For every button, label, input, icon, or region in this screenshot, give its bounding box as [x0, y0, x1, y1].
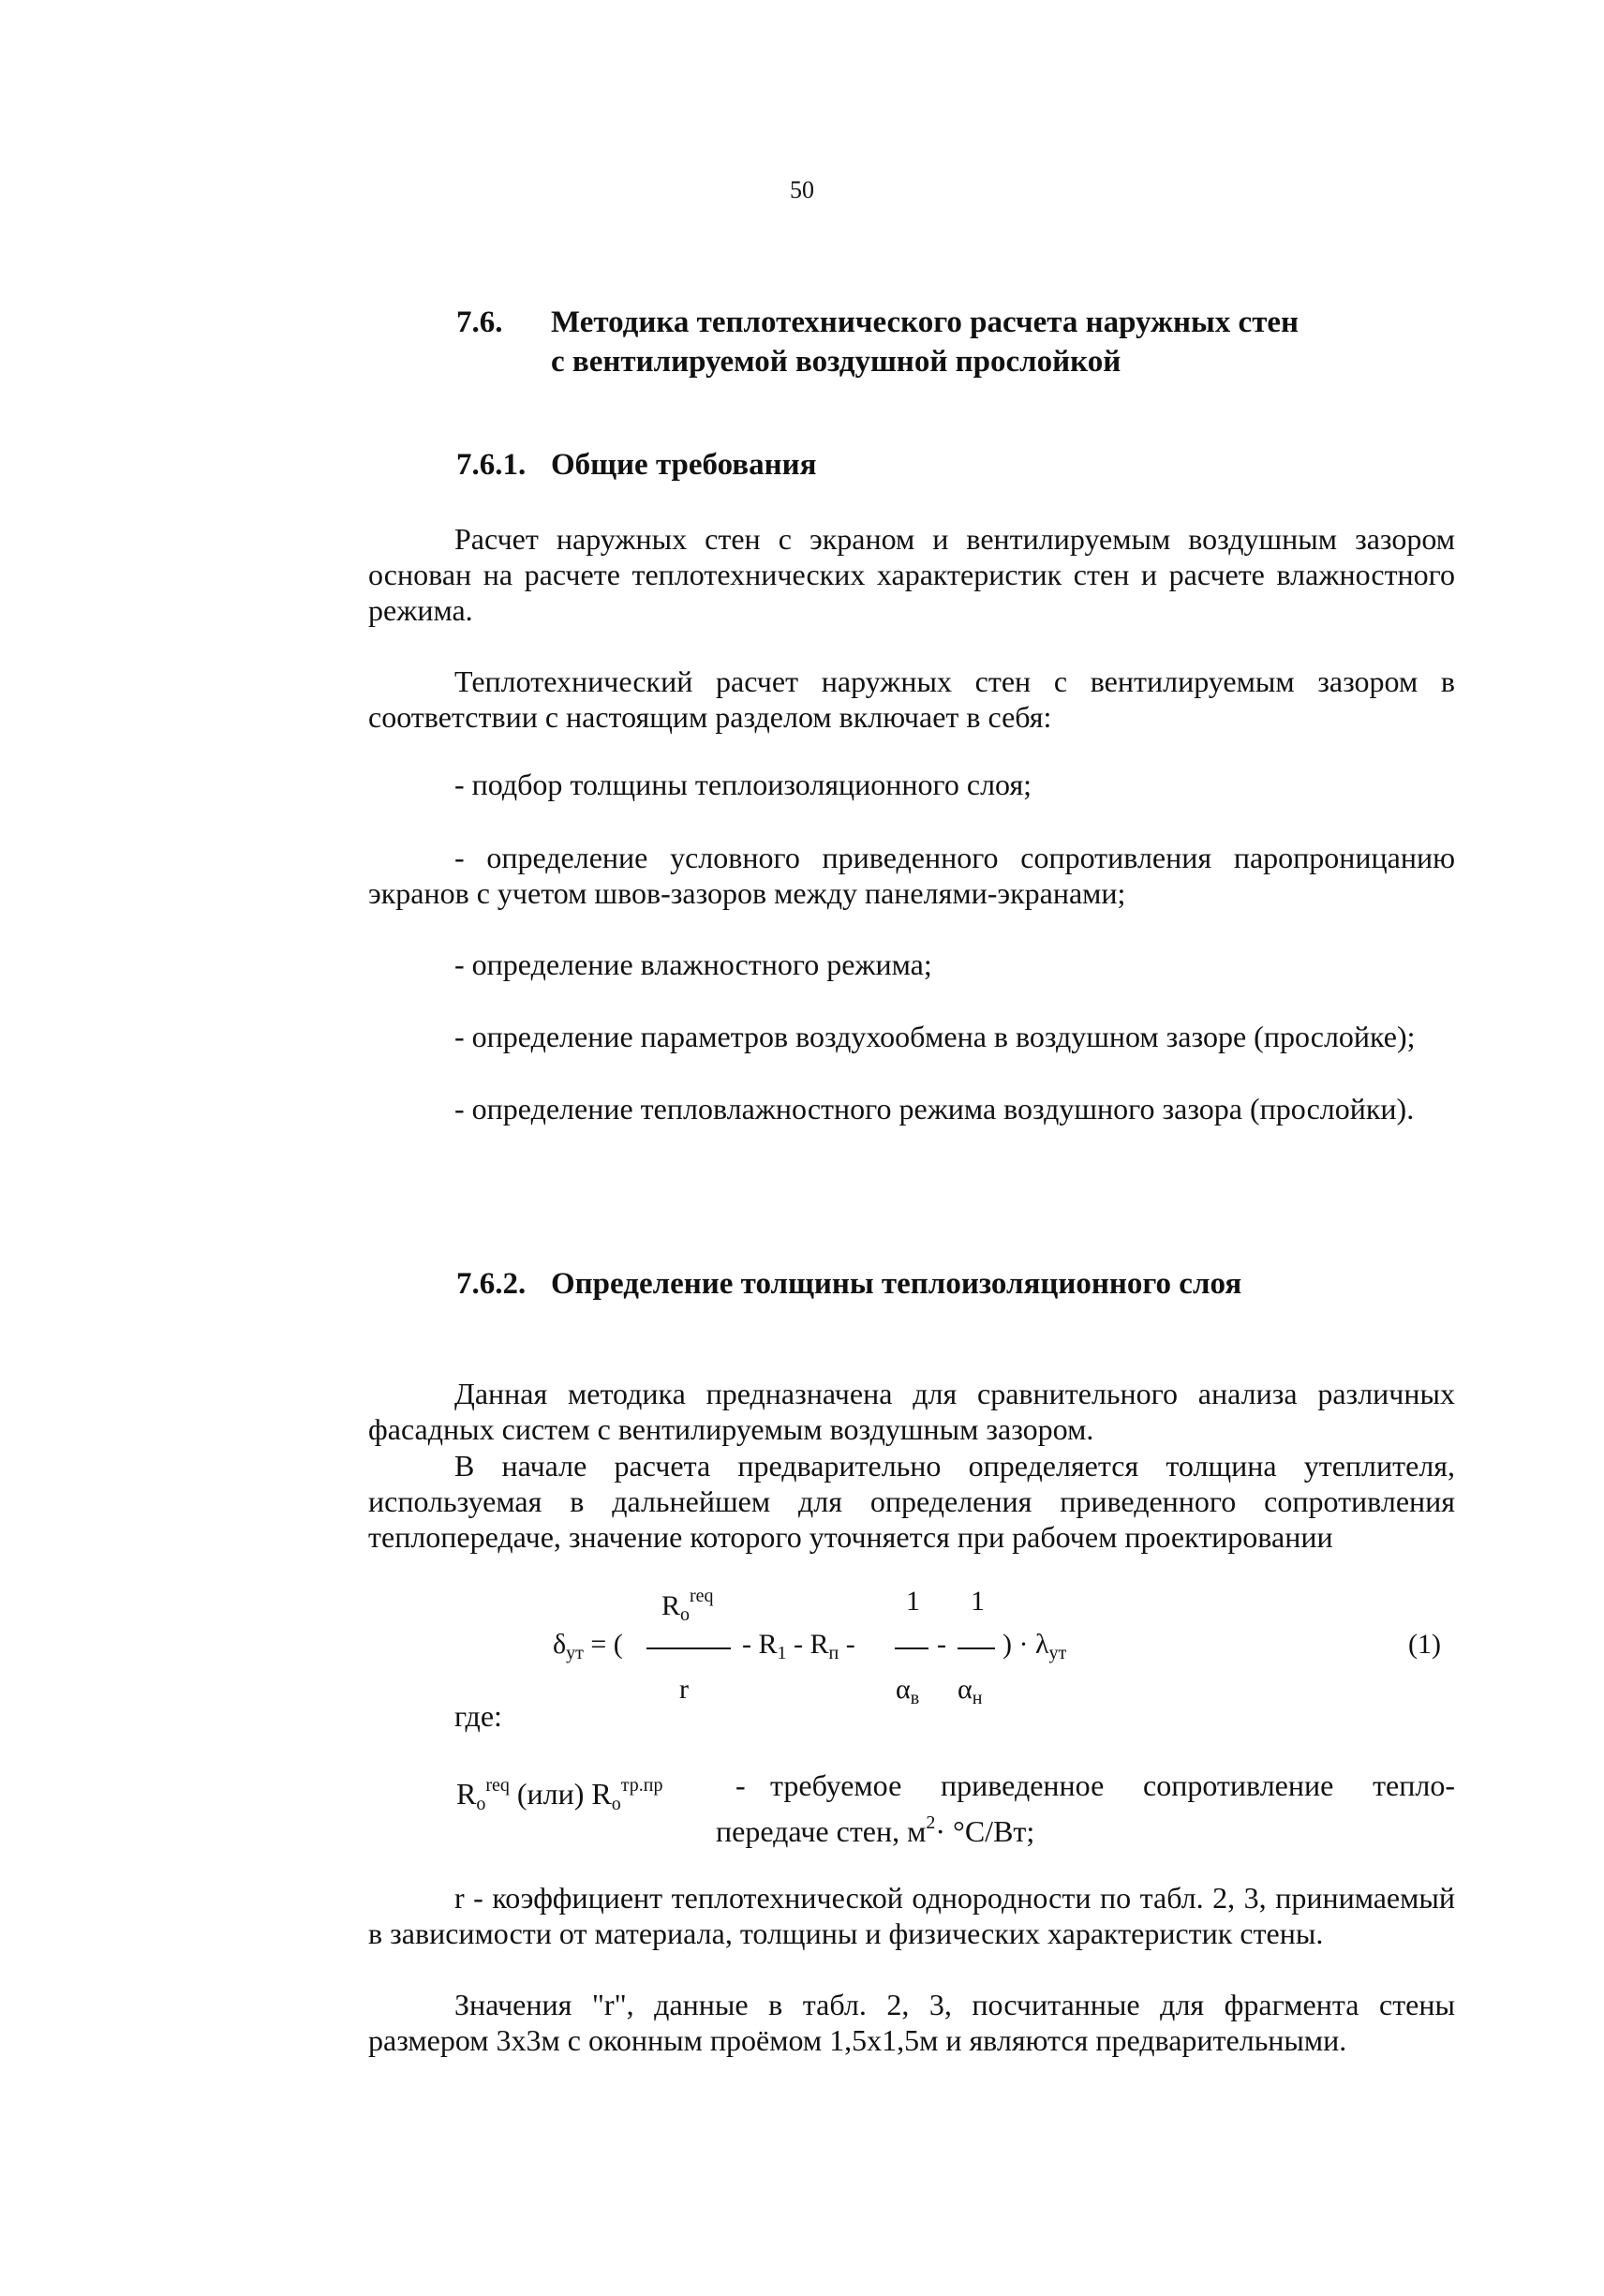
formula-operator: = ( — [590, 1629, 623, 1660]
formula-subscript: в — [910, 1688, 920, 1708]
page-number: 50 — [790, 176, 814, 203]
list-item: - определение параметров воздухообмена в воздушном зазоре (прослойке); — [454, 1020, 1416, 1053]
subsection2-paragraph2: В начале расчета предварительно определяется толщина утеплителя, используемая в дальнейшем для определения приведенного сопротивления теплопередаче, значение которого уточняется при рабочем проектировании — [368, 1449, 1455, 1554]
subsection1-paragraph2: Теплотехнический расчет наружных стен с вентилируемым зазором в соответствии с настоящим разделом включает в себя: — [368, 664, 1455, 734]
formula-subscript: о — [611, 1794, 621, 1814]
formula-symbol: R — [456, 1777, 477, 1811]
equation-number: (1) — [1408, 1629, 1441, 1660]
formula-superscript: req — [485, 1775, 510, 1796]
where-label: где: — [454, 1699, 502, 1733]
formula-terms — [742, 1629, 855, 1664]
formula-symbol: (или) R — [509, 1777, 612, 1811]
definition-text-part: · °С/Вт; — [935, 1814, 1035, 1848]
subsection2-title: Определение толщины теплоизоляционного слоя — [551, 1267, 1242, 1301]
list-item: - определение влажностного режима; — [454, 947, 932, 981]
definition-r: r - коэффициент теплотехнической однородности по табл. 2, 3, принимаемый в зависимости от материала, толщины и физических характеристик стены. — [368, 1881, 1455, 1950]
definition-symbol — [456, 1767, 662, 1822]
formula-lambda — [1002, 1629, 1066, 1664]
formula-operator: - — [937, 1629, 946, 1660]
formula-subscript: ут — [566, 1643, 584, 1663]
definition-text-part: передаче стен, м — [716, 1814, 927, 1848]
formula-operator: - R — [794, 1629, 829, 1660]
formula-subscript: ут — [1048, 1643, 1067, 1663]
subsection1-paragraph1: Расчет наружных стен с экраном и вентилируемым воздушным зазором основан на расчете теплотехнических характеристик стен и расчете влажностного режима. — [368, 522, 1455, 627]
formula-numerator — [661, 1586, 714, 1626]
fraction-line — [958, 1647, 995, 1649]
formula-one: 1 — [971, 1586, 985, 1617]
list-item: - подбор толщины теплоизоляционного слоя; — [454, 768, 1032, 801]
definition-r-note: Значения "r", данные в табл. 2, 3, посчитанные для фрагмента стены размером 3х3м с оконным проёмом 1,5х1,5м и являются предварительными. — [368, 1988, 1455, 2057]
subsection1-number: 7.6.1. — [456, 448, 527, 482]
formula-superscript: req — [690, 1586, 714, 1606]
formula-alpha-n — [958, 1674, 982, 1709]
definition-text — [716, 1805, 1034, 1849]
formula-operator: - — [845, 1629, 855, 1660]
formula-symbol: α — [896, 1674, 911, 1705]
fraction-line — [895, 1647, 928, 1649]
formula-symbol: α — [958, 1674, 973, 1705]
formula-denominator: r — [679, 1674, 689, 1705]
subsection2-number: 7.6.2. — [456, 1267, 527, 1301]
definition-text: требуемое приведенное сопротивление тепло- — [770, 1768, 1455, 1802]
formula-subscript: 1 — [777, 1643, 787, 1663]
formula-one: 1 — [906, 1586, 920, 1617]
fraction-line — [646, 1647, 731, 1649]
section-title-line1: Методика теплотехнического расчета наружных стен — [551, 306, 1300, 339]
formula-superscript: 2 — [926, 1812, 936, 1833]
formula-superscript: тр.пр — [620, 1775, 663, 1796]
formula-lhs — [553, 1629, 623, 1664]
formula-symbol: R — [661, 1590, 681, 1621]
formula-operator: ) · λ — [1002, 1629, 1049, 1660]
formula-alpha-v — [896, 1674, 919, 1709]
subsection1-title: Общие требования — [551, 448, 817, 482]
formula-subscript: н — [972, 1688, 983, 1708]
formula-subscript: о — [476, 1794, 486, 1814]
section-title-line2: с вентилируемой воздушной прослойкой — [551, 345, 1121, 379]
definition-dash: - — [735, 1768, 746, 1802]
formula-subscript: о — [680, 1604, 691, 1625]
list-item: - определение условного приведенного сопротивления паропроницанию экранов с учетом швов-зазоров между панелями-экранами; — [368, 841, 1455, 910]
formula-operator: - R — [742, 1629, 778, 1660]
formula-symbol: δ — [553, 1629, 567, 1660]
section-number: 7.6. — [456, 306, 503, 339]
subsection2-paragraph1: Данная методика предназначена для сравнительного анализа различных фасадных систем с вентилируемым воздушным зазором. — [368, 1377, 1455, 1446]
list-item: - определение тепловлажностного режима воздушного зазора (прослойки). — [454, 1092, 1415, 1126]
formula-subscript: п — [828, 1643, 839, 1663]
